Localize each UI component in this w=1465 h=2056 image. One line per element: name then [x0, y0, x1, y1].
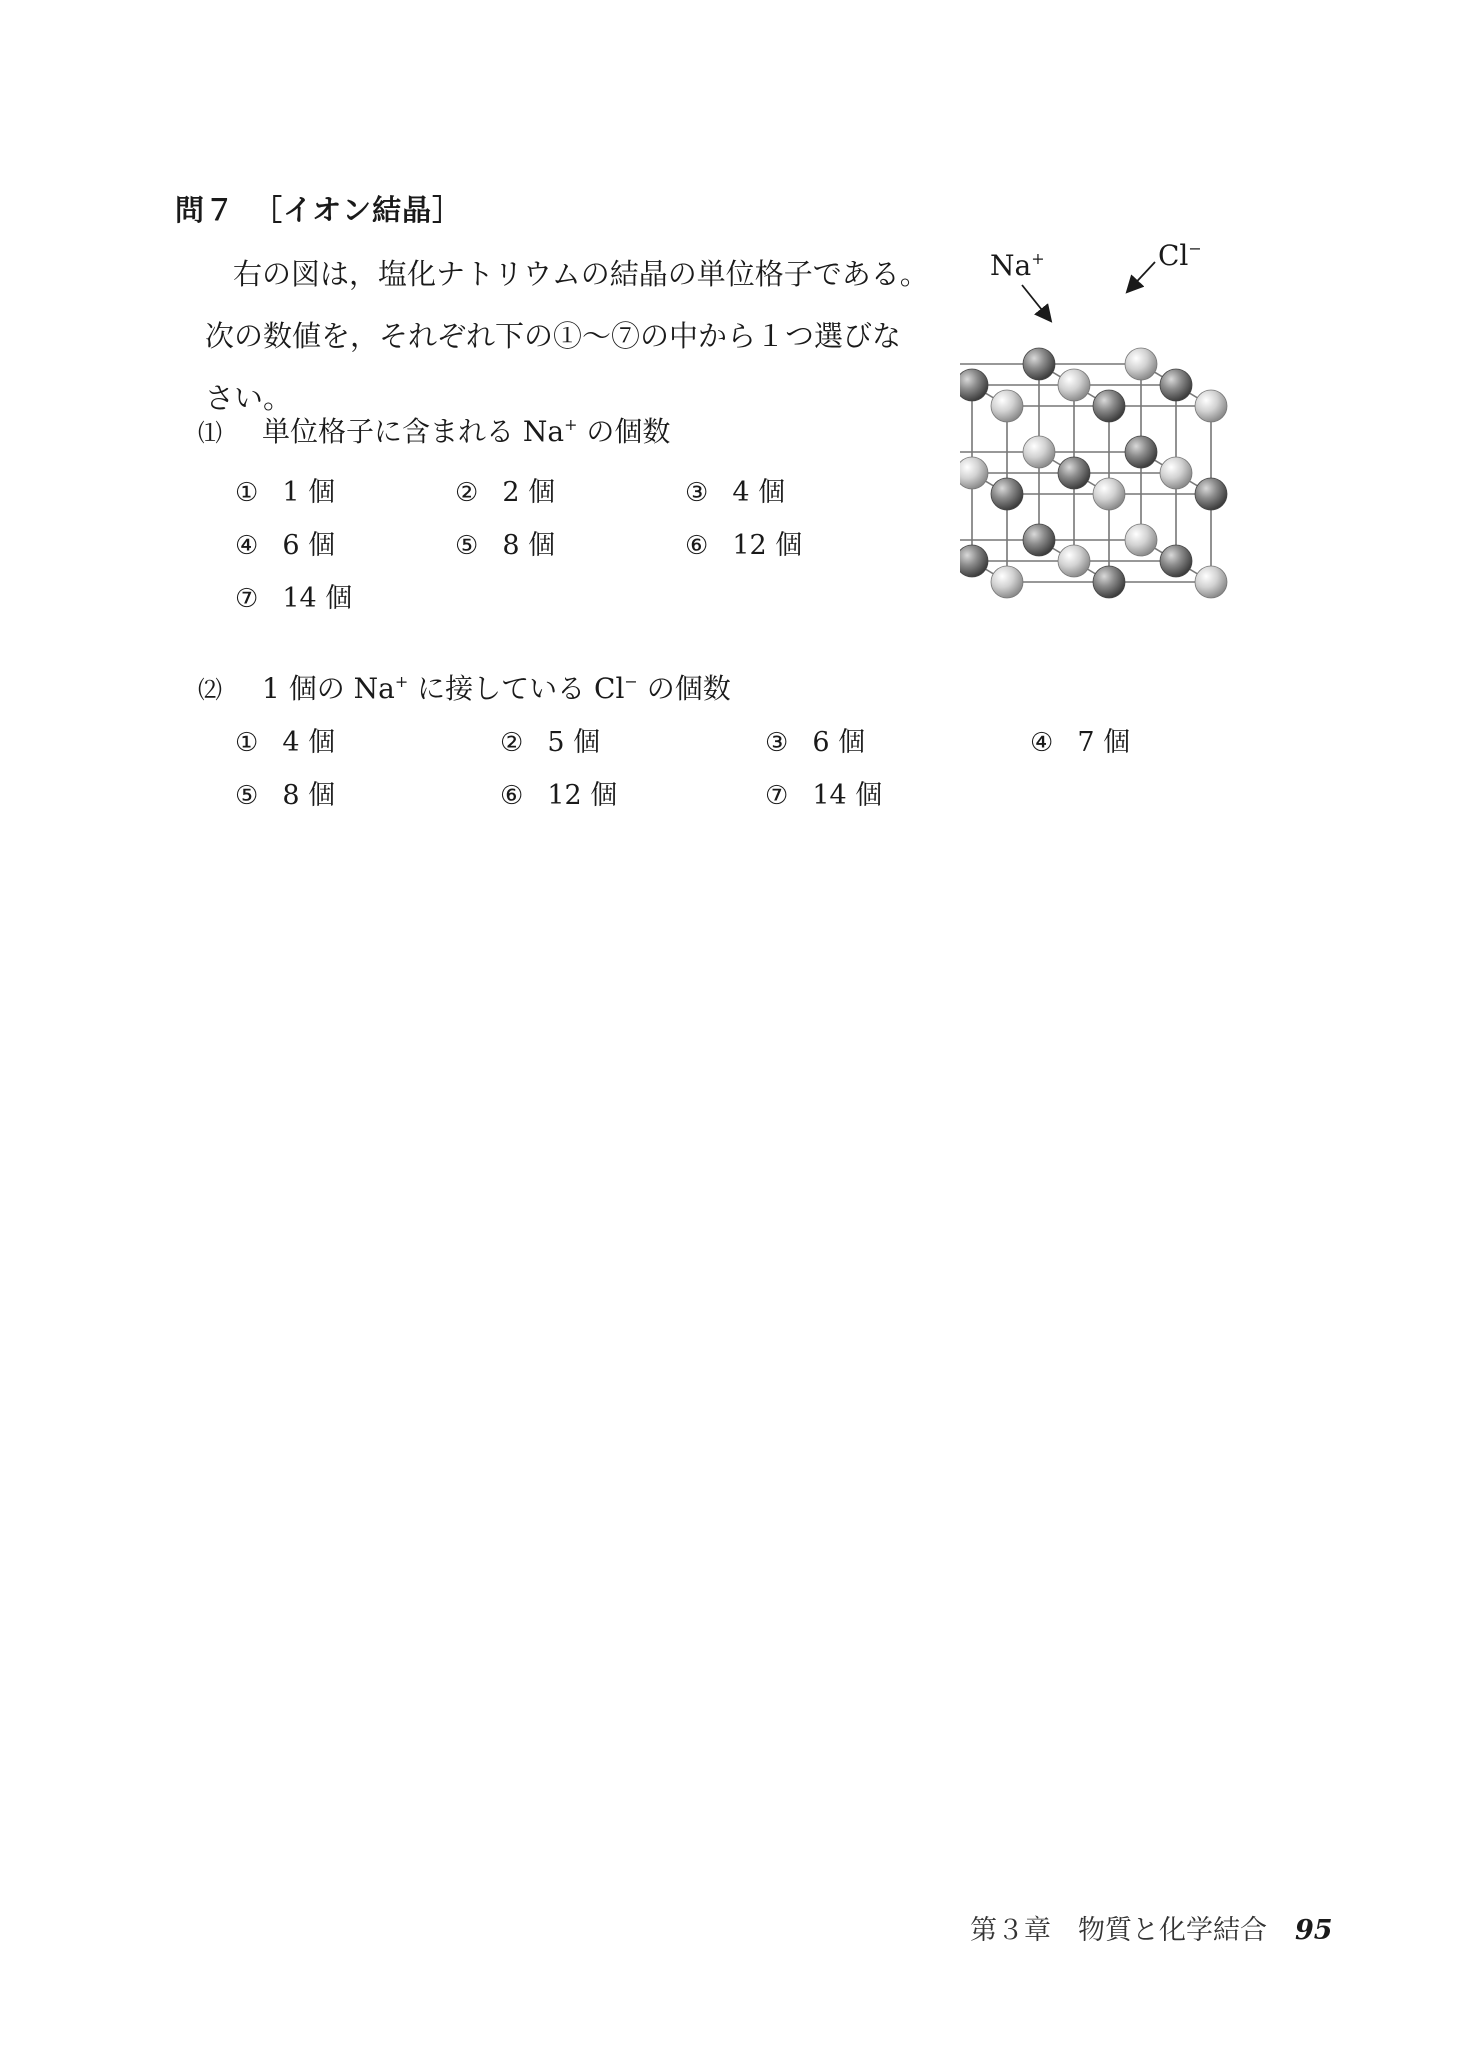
cl-ion-sphere — [1125, 348, 1157, 380]
question-1-text: 単位格子に含まれる Na+ の個数 — [262, 415, 671, 448]
chapter-title: 第３章 物質と化学結合 — [970, 1915, 1267, 1946]
question-topic: ［イオン結晶］ — [253, 193, 463, 227]
cl-ion-sphere — [1195, 566, 1227, 598]
cl-ion-sphere — [1058, 369, 1090, 401]
q2-option[interactable]: ② 5 個 — [500, 727, 601, 758]
q1-option[interactable]: ② 2 個 — [455, 477, 556, 508]
q2-option[interactable]: ① 4 個 — [235, 727, 336, 758]
page-footer — [970, 1908, 1333, 1947]
q1-option[interactable]: ⑥ 12 個 — [685, 530, 803, 561]
na-ion-sphere — [1125, 436, 1157, 468]
na-arrow — [1022, 285, 1050, 320]
na-ion-label: Na+ — [990, 249, 1045, 282]
cl-ion-sphere — [1195, 390, 1227, 422]
q1-option[interactable]: ① 1 個 — [235, 477, 336, 508]
cl-ion-label: Cl− — [1158, 240, 1202, 272]
cl-ion-sphere — [991, 390, 1023, 422]
q2-option[interactable]: ⑤ 8 個 — [235, 780, 336, 811]
q1-option[interactable]: ③ 4 個 — [685, 477, 786, 508]
intro-text — [205, 243, 929, 429]
nacl-unit-cell-figure — [960, 240, 1330, 614]
cl-ion-sphere — [1093, 478, 1125, 510]
q2-option[interactable]: ⑥ 12 個 — [500, 780, 618, 811]
na-ion-sphere — [960, 545, 988, 577]
intro-line: さい。 — [205, 381, 293, 415]
question-heading — [175, 188, 462, 229]
page-number: 95 — [1295, 1915, 1333, 1946]
na-ion-sphere — [1023, 524, 1055, 556]
na-ion-sphere — [1058, 457, 1090, 489]
cl-ion-sphere — [1125, 524, 1157, 556]
na-ion-sphere — [1093, 566, 1125, 598]
cl-ion-sphere — [991, 566, 1023, 598]
q2-option[interactable]: ⑦ 14 個 — [765, 780, 883, 811]
question-2-number: ⑵ — [198, 676, 222, 704]
na-ion-sphere — [960, 369, 988, 401]
question-1 — [198, 410, 670, 450]
question-2 — [198, 667, 731, 707]
q2-option[interactable]: ④ 7 個 — [1030, 727, 1131, 758]
na-ion-sphere — [1023, 348, 1055, 380]
q1-option[interactable]: ⑤ 8 個 — [455, 530, 556, 561]
na-ion-sphere — [1160, 369, 1192, 401]
na-ion-sphere — [1093, 390, 1125, 422]
intro-line: 次の数値を，それぞれ下の①～⑦の中から１つ選びな — [205, 319, 902, 353]
na-ion-sphere — [991, 478, 1023, 510]
cl-ion-sphere — [1160, 457, 1192, 489]
intro-line: 右の図は，塩化ナトリウムの結晶の単位格子である。 — [233, 257, 929, 291]
q2-option[interactable]: ③ 6 個 — [765, 727, 866, 758]
na-ion-sphere — [1160, 545, 1192, 577]
q1-option[interactable]: ⑦ 14 個 — [235, 583, 353, 614]
question-number: 問７ — [175, 193, 236, 227]
na-ion-sphere — [1195, 478, 1227, 510]
cl-arrow — [1128, 262, 1155, 291]
cl-ion-sphere — [1058, 545, 1090, 577]
cl-ion-sphere — [960, 457, 988, 489]
cl-ion-sphere — [1023, 436, 1055, 468]
question-1-number: ⑴ — [198, 419, 222, 447]
question-2-text: 1 個の Na+ に接している Cl− の個数 — [262, 672, 731, 705]
q1-option[interactable]: ④ 6 個 — [235, 530, 336, 561]
